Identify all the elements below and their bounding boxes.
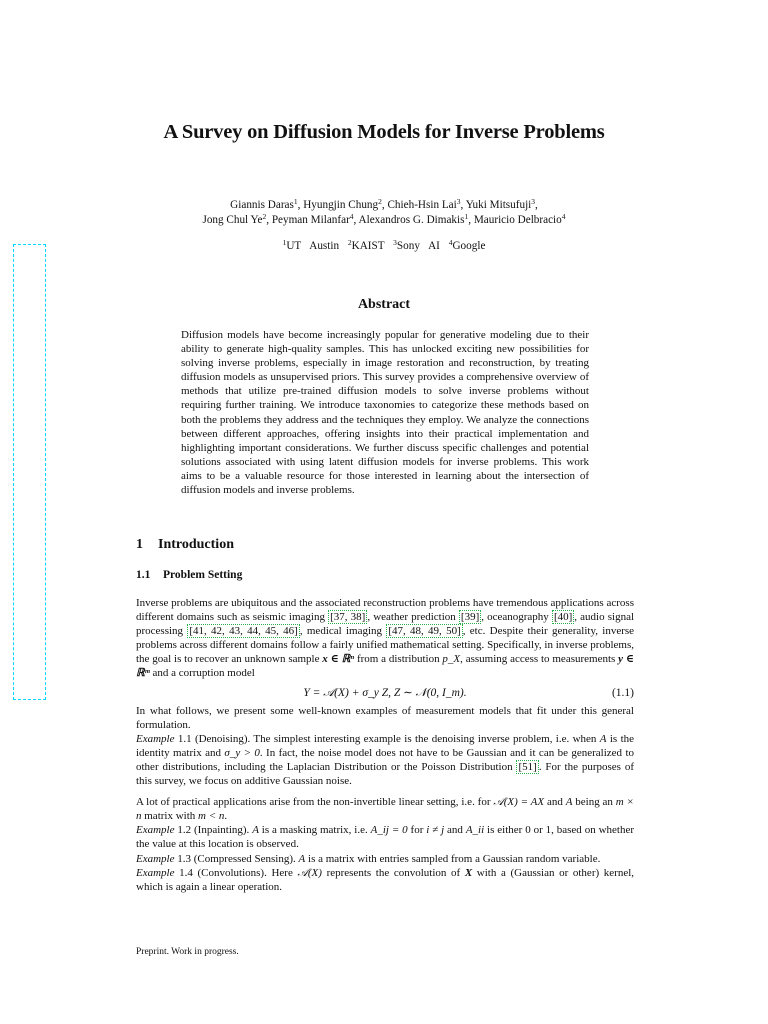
example-label: Example — [136, 866, 175, 879]
author-affil-mark: 3 — [531, 197, 536, 206]
math-inline: A — [252, 824, 259, 837]
text-run: represents the convolution of — [321, 866, 465, 879]
subsection-heading — [136, 569, 242, 581]
section-title: Introduction — [158, 537, 234, 552]
citation-link[interactable]: [41, 42, 43, 44, 45, 46] — [189, 625, 298, 638]
math-inline: y ∈ ℝᵐ — [136, 653, 634, 680]
text-run: and — [544, 796, 566, 809]
text-run: . — [224, 810, 228, 823]
text-run: 1.4 (Convolutions). Here — [174, 866, 298, 879]
paragraph-examples-intro: In what follows, we present some well-known examples of measurement models that fit under this general formulation. — [136, 704, 634, 731]
page-footer-note: Preprint. Work in progress. — [136, 947, 239, 957]
example-denoising — [136, 732, 634, 788]
author-sep: , — [297, 199, 304, 211]
author-sep: , — [353, 214, 359, 226]
math-inline: X — [464, 866, 473, 879]
text-run: A lot of practical applications arise from the non-invertible linear setting, i.e. for — [136, 796, 494, 809]
text-run: and a corruption model — [149, 667, 255, 680]
text-run: , oceanography — [481, 611, 552, 624]
text-run: , etc. Despite their generality, inverse problems across different domains follow a fairly unified mathematical setting. Specifically, in inverse problems, the goal is to recover an unknown sample — [136, 625, 635, 666]
text-run: for — [407, 824, 427, 837]
math-inline: A — [565, 796, 573, 809]
text-run: matrix with — [141, 810, 199, 823]
math-inline: p_X — [442, 653, 461, 666]
author-name: Jong Chul Ye — [202, 214, 263, 226]
math-inline: i ≠ j — [426, 824, 445, 837]
math-inline: σ_y > 0 — [224, 746, 260, 759]
example-convolutions — [136, 866, 634, 894]
text-run: , audio signal processing — [136, 611, 635, 638]
text-run: from a distribution — [354, 653, 443, 666]
author-affil-mark: 3 — [456, 197, 461, 206]
affiliation — [283, 240, 339, 252]
affil-name: Sony AI — [396, 240, 440, 252]
math-inline: 𝒜(X) — [297, 866, 322, 879]
math-inline: A — [599, 732, 607, 745]
author-affil-mark: 1 — [464, 212, 469, 221]
author-affil-mark: 4 — [349, 212, 354, 221]
math-inline: A_ii — [465, 824, 485, 837]
citation-link[interactable]: [37, 38] — [330, 611, 366, 624]
author-name: Yuki Mitsufuji — [465, 199, 532, 211]
author-name: Chieh-Hsin Lai — [387, 199, 457, 211]
author-sep: , — [381, 199, 388, 211]
text-run: , weather prediction — [367, 611, 459, 624]
author-name: Alexandros G. Dimakis — [358, 214, 465, 226]
subsection-number: 1.1 — [136, 569, 151, 581]
math-inline: A_ij = 0 — [370, 824, 408, 837]
author-sep: , — [468, 214, 474, 226]
author-line-1 — [0, 198, 768, 213]
text-run: with a (Gaussian or other) kernel, which is again a linear operation. — [136, 866, 635, 893]
citation-link[interactable]: [40] — [553, 611, 573, 624]
affiliation-list — [0, 240, 768, 252]
text-run: Inverse problems are ubiquitous and the associated reconstruction problems have tremendous applications across different domains such as seismic imaging — [136, 597, 634, 624]
citation-link[interactable]: [39] — [460, 611, 480, 624]
text-run: , assuming access to measurements — [460, 653, 619, 666]
citation-link[interactable]: [47, 48, 49, 50] — [388, 625, 461, 638]
math-inline: x ∈ ℝⁿ — [322, 653, 355, 666]
author-affil-mark: 1 — [293, 197, 298, 206]
author-line-2 — [0, 213, 768, 228]
example-inpainting — [136, 823, 634, 851]
text-run: 1.3 (Compressed Sensing). — [174, 852, 299, 865]
text-run: . In fact, the noise model does not have to be Gaussian and it can be generalized to other distributions, including the Laplacian Distribution or the Poisson Distribution — [136, 746, 635, 773]
example-label: Example — [136, 852, 175, 865]
affiliation — [449, 240, 486, 252]
author-name: Giannis Daras — [230, 199, 294, 211]
author-name: Mauricio Delbracio — [473, 214, 562, 226]
paper-title: A Survey on Diffusion Models for Inverse Problems — [163, 121, 605, 143]
text-run: is the identity matrix and — [136, 732, 635, 759]
equation-body: Y = 𝒜(X) + σ_y Z, Z ∼ 𝒩(0, I_m). — [303, 686, 467, 699]
example-label: Example — [136, 732, 175, 745]
example-compressed-sensing — [136, 852, 634, 866]
math-inline: m × n — [136, 796, 634, 823]
abstract-heading: Abstract — [357, 297, 411, 312]
author-affil-mark: 2 — [262, 212, 267, 221]
text-run: is a masking matrix, i.e. — [258, 824, 371, 837]
text-run: , medical imaging — [299, 625, 387, 638]
section-heading — [136, 537, 234, 553]
text-run: and — [444, 824, 466, 837]
citation-link[interactable]: [51] — [518, 760, 537, 773]
paragraph-inverse-problems — [136, 596, 634, 681]
affiliation — [348, 240, 385, 252]
affil-mark: 4 — [448, 238, 453, 247]
abstract-text: Diffusion models have become increasingly popular for generative modeling due to their ability to generate high-quality samples. This has unlocked exciting new possibilities for solving inverse problems, especially in image restoration and reconstruction, by treating diffusion models as unsupervised priors. This survey provides a comprehensive overview of methods that utilize pre-trained diffusion models to solve inverse problems without requiring further training. We introduce taxonomies to categorize these methods based on both the problems they address and the techniques they employ. We analyze the connections between different approaches, offering insights into their practical implementation and highlighting important considerations. We further discuss specific challenges and potential solutions associated with using latent diffusion models for inverse problems. This work aims to be a valuable resource for those interested in learning about the intersection of diffusion models and inverse problems. — [181, 329, 589, 497]
affil-name: KAIST — [351, 240, 385, 252]
equation-1-1 — [136, 683, 634, 703]
author-name: Peyman Milanfar — [271, 214, 350, 226]
author-list — [0, 198, 768, 228]
paragraph-linear-setting — [136, 795, 634, 823]
affiliation — [393, 240, 440, 252]
affil-name: Google — [452, 240, 486, 252]
author-sep: , — [266, 214, 272, 226]
author-name: Hyungjin Chung — [303, 199, 379, 211]
affil-mark: 3 — [393, 238, 397, 247]
text-run: 1.1 (Denoising). The simplest interesting example is the denoising inverse problem, i.e. when — [174, 732, 600, 745]
subsection-title: Problem Setting — [163, 569, 243, 581]
author-sep: , — [460, 199, 466, 211]
affil-mark: 2 — [347, 238, 352, 247]
text-run: is either 0 or 1, based on whether the value at this location is observed. — [136, 824, 635, 851]
author-affil-mark: 4 — [561, 212, 566, 221]
author-affil-mark: 2 — [378, 197, 382, 206]
section-number: 1 — [136, 537, 143, 552]
affil-mark: 1 — [282, 238, 287, 247]
author-sep: , — [535, 199, 538, 211]
body-text — [136, 596, 634, 894]
example-label: Example — [136, 824, 175, 837]
math-inline: 𝒜(X) = AX — [493, 796, 545, 809]
text-run: being an — [572, 796, 616, 809]
text-run: is a matrix with entries sampled from a Gaussian random variable. — [305, 852, 601, 865]
equation-number: (1.1) — [611, 686, 634, 699]
math-inline: A — [298, 852, 306, 865]
affil-name: UT Austin — [286, 240, 340, 252]
math-inline: m < n — [198, 810, 225, 823]
text-run: 1.2 (Inpainting). — [174, 824, 253, 837]
text-run: . For the purposes of this survey, we focus on additive Gaussian noise. — [136, 760, 634, 788]
